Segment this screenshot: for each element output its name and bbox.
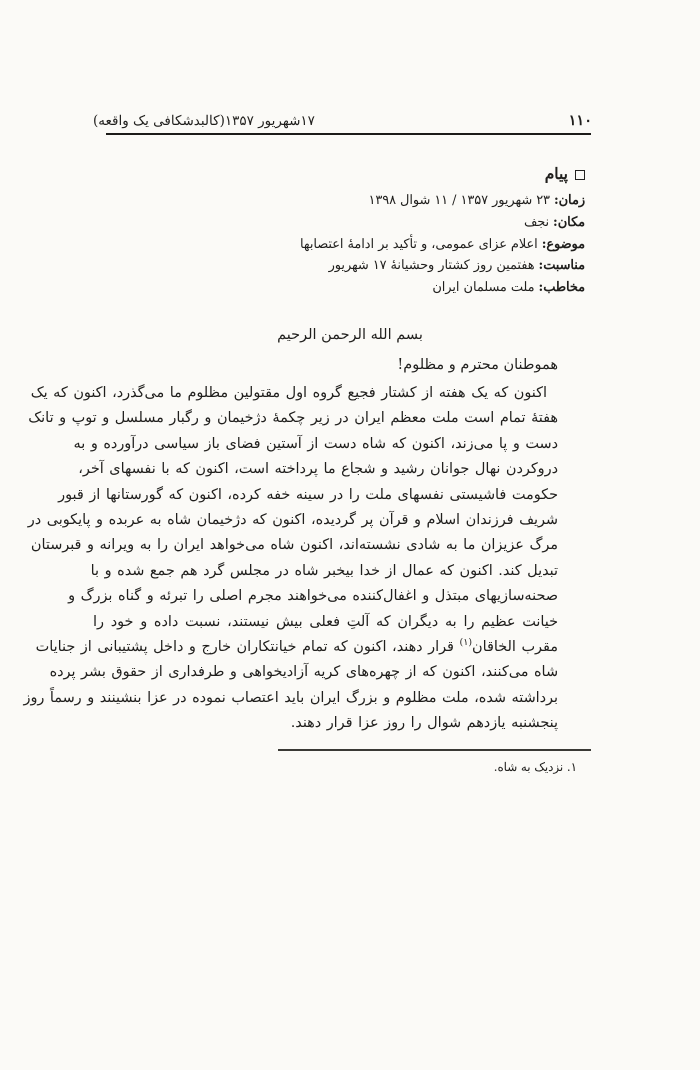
paragraph-line — [49, 660, 558, 685]
paragraph-text: شریف فرزندان اسلام و قرآن پر گردیده، اکنون که دژخیمان شاه به عربده و پایکوبی در — [27, 512, 558, 529]
meta-label: مکان: — [553, 214, 585, 230]
paragraph-text: دروکردن نهال جوانان رشید و شجاع ما پرداخته است، اکنون که با نفسهای آخر، — [78, 461, 558, 478]
message-paragraph — [23, 381, 558, 737]
paragraph-line — [27, 508, 558, 533]
paragraph-text: پنجشنبه یازدهم شوال را روز عزا قرار دهند. — [290, 715, 558, 732]
meta-label: موضوع: — [541, 236, 585, 252]
message-meta-row — [300, 255, 585, 277]
paragraph-line — [90, 559, 558, 584]
footnote-rule — [278, 749, 591, 751]
paragraph-line — [93, 610, 558, 635]
message-meta-row — [300, 212, 585, 234]
paragraph-line — [68, 584, 558, 609]
paragraph-line — [30, 381, 558, 406]
paragraph-text: قرار دهند، اکنون که تمام خیانتکاران خارج و داخل پشتیبانی از جنایات — [35, 639, 460, 656]
paragraph-text: مرگ عزیزان ما به شادی نشسته‌اند، اکنون شاه می‌خواهد ایران را به ویرانه و قبرستان — [30, 537, 558, 554]
header-rule — [106, 133, 591, 135]
meta-value: ملت مسلمان ایران — [432, 280, 535, 296]
salutation: هموطنان محترم و مظلوم! — [397, 357, 558, 373]
meta-value: ۲۳ شهریور ۱۳۵۷ / ۱۱ شوال ۱۳۹۸ — [368, 193, 550, 208]
paragraph-line — [93, 711, 558, 736]
square-bullet-icon — [575, 170, 585, 180]
message-title: پیام — [544, 164, 568, 183]
paragraph-line — [23, 686, 558, 711]
message-block — [300, 164, 585, 299]
paragraph-text: اکنون که یک هفته از کشتار فجیع گروه اول مقتولین مظلوم ما می‌گذرد، اکنون که یک — [30, 385, 547, 401]
meta-label: مناسبت: — [538, 258, 585, 274]
meta-label: زمان: — [553, 193, 585, 208]
paragraph-text: حکومت فاشیستی نفسهای ملت را در سینه خفه کرده، اکنون که گورستانها از قبور — [58, 486, 558, 503]
paragraph-text: صحنه‌سازیهای مبتذل و اغفال‌کننده می‌خواهند مجرم اصلی را تبرئه و گناه بزرگ و — [68, 588, 558, 605]
basmala: بسم الله الرحمن الرحیم — [277, 327, 423, 343]
footnote: ۱. نزدیک به شاه. — [493, 760, 577, 774]
paragraph-text: دست و پا می‌زند، اکنون که شاه دست از آستین فضای باز سیاسی درآورده و به — [73, 435, 558, 452]
paragraph-line — [78, 457, 558, 482]
paragraph-line — [58, 483, 558, 508]
paragraph-text: شاه می‌کنند، اکنون که از چهره‌های کریه آزادیخواهی و طرفداری از حقوق بشر پرده — [49, 664, 558, 681]
paragraph-text: هفتهٔ تمام است ملت معظم ایران در زیر چکمهٔ دژخیمان و رگبار مسلسل و توپ و تانک — [28, 410, 558, 427]
page-header — [93, 103, 592, 129]
paragraph-line — [30, 533, 558, 558]
paragraph-text: برداشته شده، ملت مظلوم و بزرگ ایران باید اعتصاب نموده در عزا بنشینند و رسماً روز — [23, 689, 558, 706]
paragraph-text: خیانت عظیم را به دیگران که آلتِ فعلی بیش نیستند، نسبت داده و خود را — [93, 613, 558, 630]
meta-value: نجف — [523, 214, 550, 230]
paragraph-text: تبدیل کند. اکنون که عمال از خدا بیخبر شاه در مجلس گرد هم جمع شده و با — [90, 562, 558, 579]
paragraph-line — [28, 406, 558, 431]
meta-value: اعلام عزای عمومی، و تأکید بر ادامهٔ اعتصابها — [300, 236, 538, 252]
message-title-row — [300, 164, 585, 183]
page-number: ۱۱۰ — [568, 112, 592, 129]
meta-label: مخاطب: — [538, 280, 585, 296]
paragraph-line — [35, 635, 558, 660]
paragraph-line — [73, 432, 558, 457]
message-meta-row — [300, 277, 585, 299]
meta-value: هفتمین روز کشتار وحشیانهٔ ۱۷ شهریور — [328, 258, 535, 274]
message-meta-list — [300, 190, 585, 299]
message-meta-row — [300, 190, 585, 212]
message-meta-row — [300, 234, 585, 256]
footnote-ref-marker: (۱) — [459, 637, 473, 649]
running-header-title: ۱۷شهریور ۱۳۵۷(کالبدشکافی یک واقعه) — [93, 113, 315, 129]
paragraph-text: مقرب الخاقان — [472, 639, 558, 656]
